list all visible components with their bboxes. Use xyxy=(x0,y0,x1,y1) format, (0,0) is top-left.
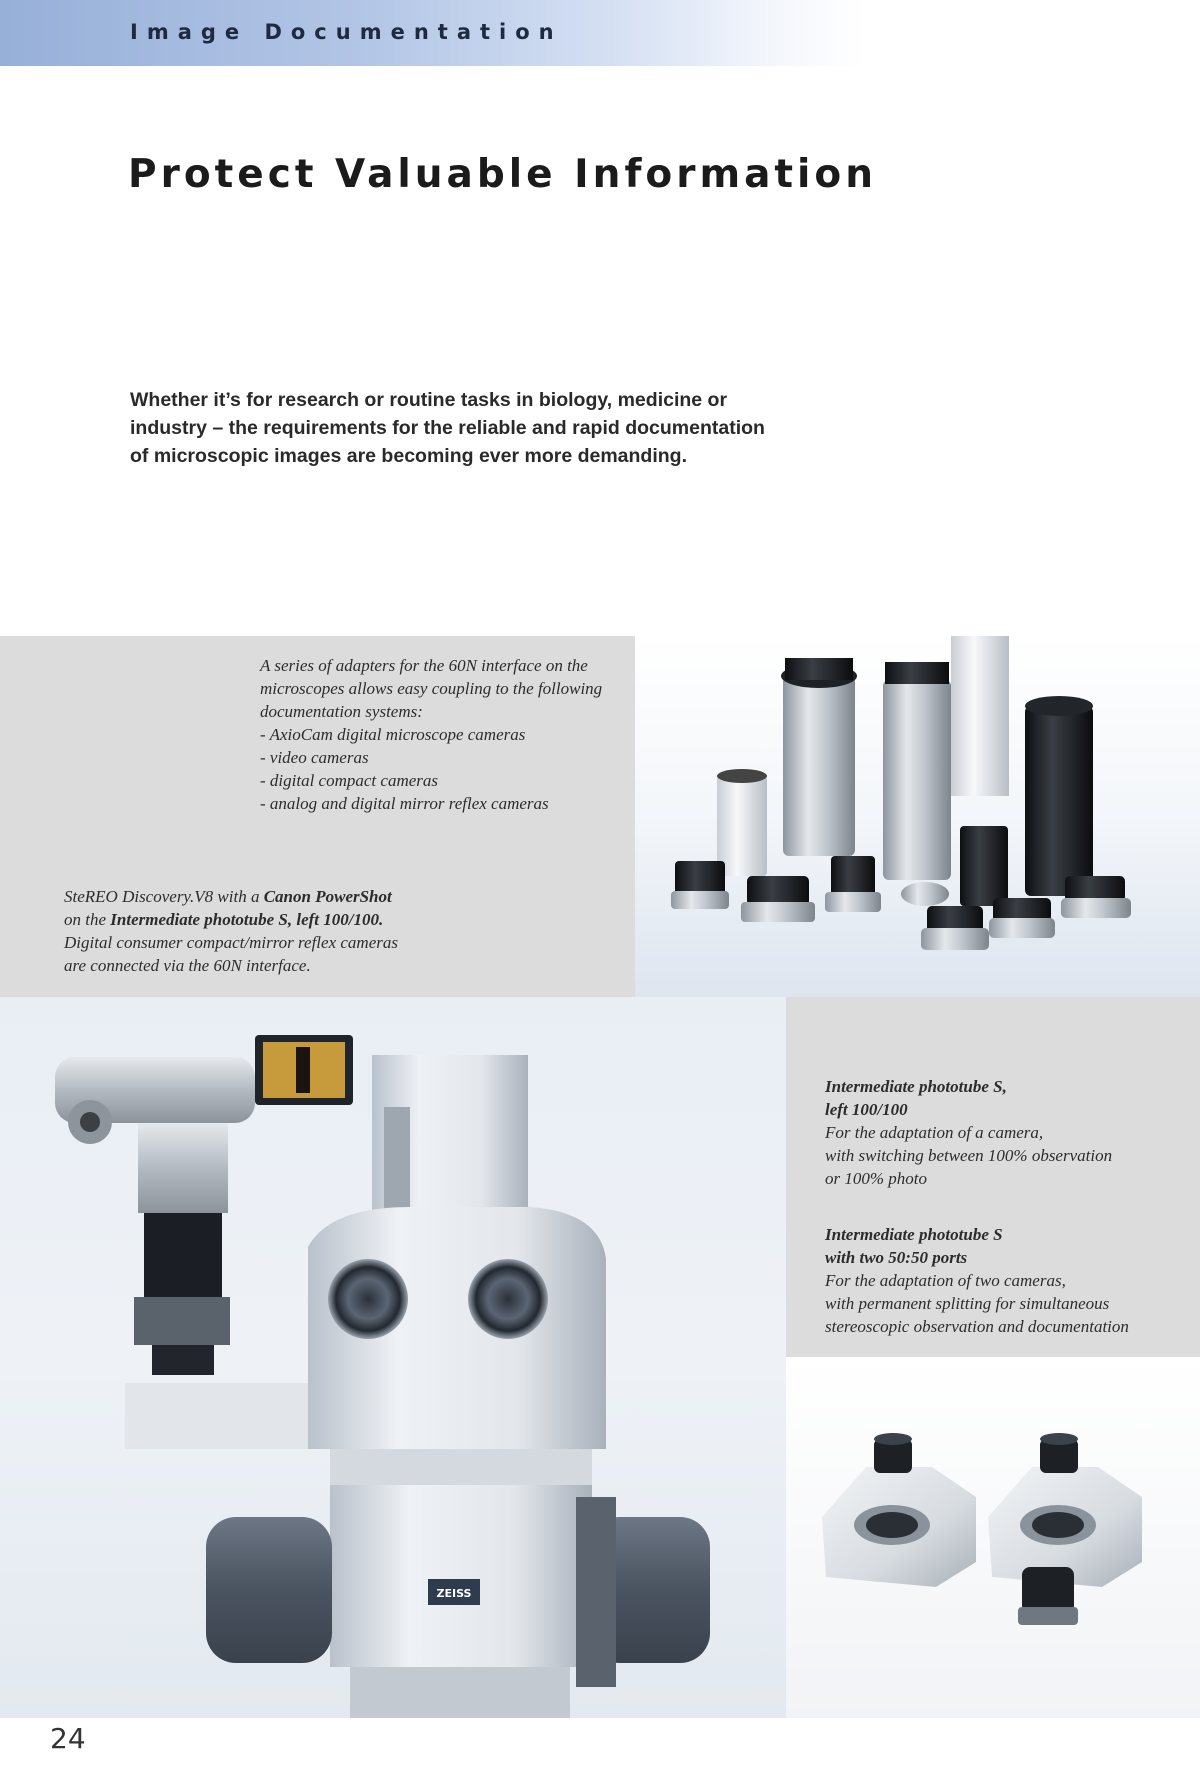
caption-bold: Intermediate phototube S, left 100/100. xyxy=(110,910,384,929)
adapters-line: - AxioCam digital microscope cameras xyxy=(260,725,526,744)
adapters-line: - digital compact cameras xyxy=(260,771,438,790)
section-label: Image Documentation xyxy=(130,20,563,44)
caption-text: SteREO Discovery.V8 with a xyxy=(64,887,264,906)
page-number: 24 xyxy=(50,1722,86,1755)
caption-text: Digital consumer compact/mirror reflex cameras xyxy=(64,933,398,952)
intro-paragraph xyxy=(130,386,850,470)
phototube-title: left 100/100 xyxy=(825,1100,908,1119)
adapters-line: microscopes allows easy coupling to the following xyxy=(260,679,603,698)
adapters-description xyxy=(260,654,630,815)
phototube-desc-line: with permanent splitting for simultaneous xyxy=(825,1294,1110,1313)
adapters-line: A series of adapters for the 60N interface on the xyxy=(260,656,588,675)
phototube-desc-line: with switching between 100% observation xyxy=(825,1146,1113,1165)
phototube-desc-line: For the adaptation of a camera, xyxy=(825,1123,1044,1142)
intro-line: industry – the requirements for the reliable and rapid documentation xyxy=(130,417,765,439)
phototube-title: with two 50:50 ports xyxy=(825,1248,968,1267)
phototube-100-description xyxy=(825,1075,1185,1190)
adapters-line: documentation systems: xyxy=(260,702,423,721)
caption-text: on the xyxy=(64,910,111,929)
phototube-desc-line: or 100% photo xyxy=(825,1169,927,1188)
phototube-50-description xyxy=(825,1223,1185,1338)
stereo-caption xyxy=(64,885,484,977)
phototubes-photo xyxy=(786,1357,1200,1718)
adapters-line: - video cameras xyxy=(260,748,369,767)
phototube-desc-line: stereoscopic observation and documentation xyxy=(825,1317,1129,1336)
intro-line: of microscopic images are becoming ever more demanding. xyxy=(130,445,688,467)
caption-text: are connected via the 60N interface. xyxy=(64,956,311,975)
adapters-photo xyxy=(635,636,1200,997)
intro-line: Whether it’s for research or routine tasks in biology, medicine or xyxy=(130,389,728,411)
phototube-desc-line: For the adaptation of two cameras, xyxy=(825,1271,1066,1290)
page-title: Protect Valuable Information xyxy=(128,152,877,197)
caption-bold: Canon PowerShot xyxy=(263,887,392,906)
phototube-title: Intermediate phototube S xyxy=(825,1225,1003,1244)
phototube-title: Intermediate phototube S, xyxy=(825,1077,1007,1096)
adapters-line: - analog and digital mirror reflex cameras xyxy=(260,794,549,813)
microscope-photo xyxy=(0,997,786,1718)
zeiss-logo-text: ZEISS xyxy=(436,1587,472,1600)
